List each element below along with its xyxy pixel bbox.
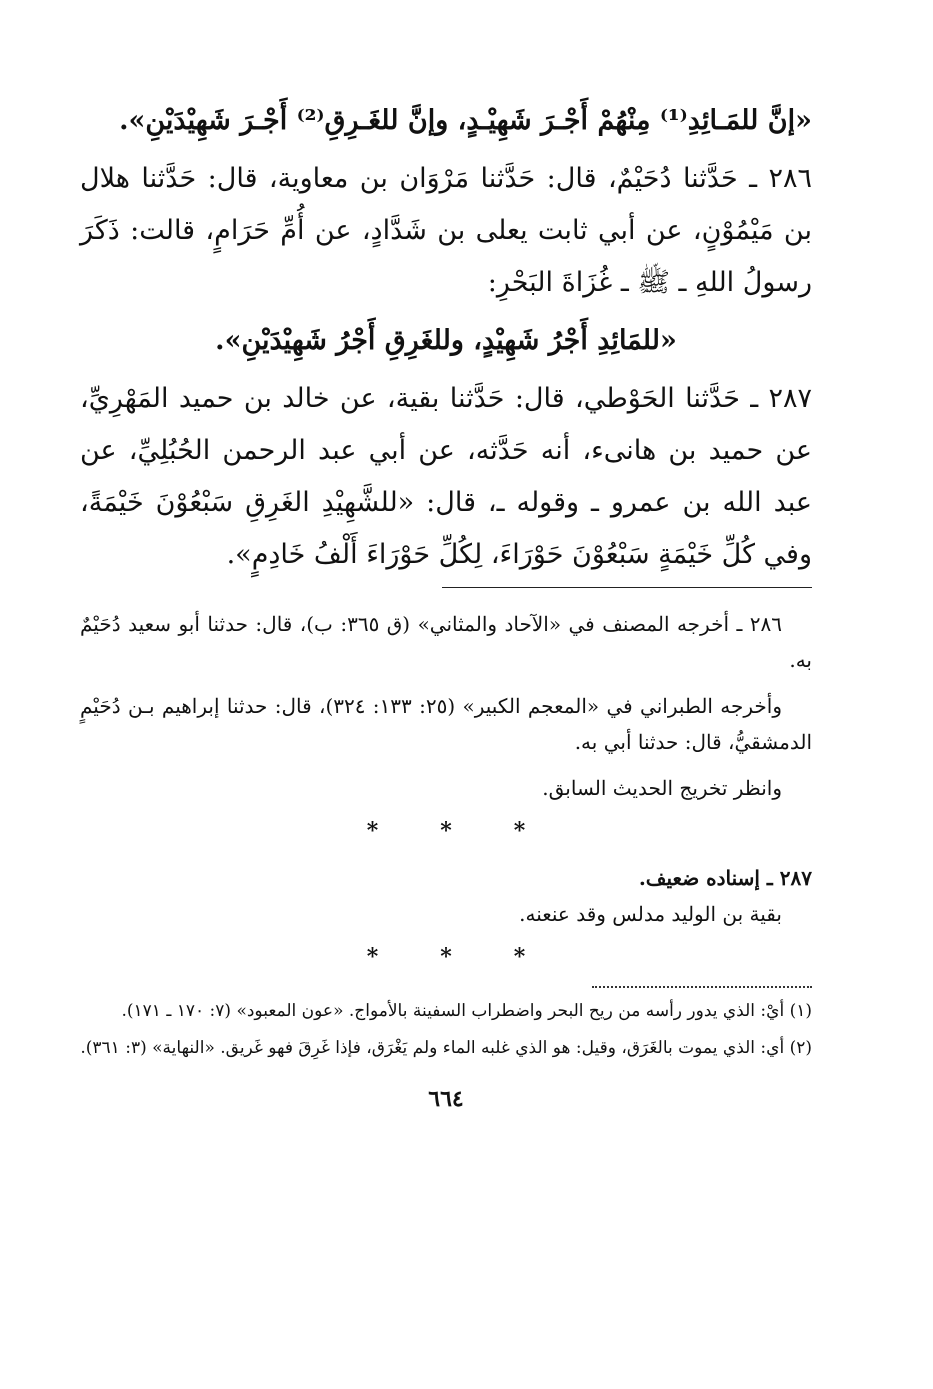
main-line: سَبْعُوْنَ خَيْمَةً، وفي كُلِّ خَيْمَةٍ سَبْعُوْنَ حَوْرَاءَ، لِكُلِّ حَوْرَاءَ أَلْفُ خَادِمٍ». [80,487,812,570]
page-number: ٦٦٤ [428,1086,464,1112]
main-line: حَدَّثنا هلال بن مَيْمُوْنٍ، عن أبي ثابت يعلى بن شَدَّادٍ، عن أُمِّ [80,163,812,246]
main-line: ٢٨٧ ـ حَدَّثنا الحَوْطي، قال: حَدَّثنا بقية، عن خالد بن حميد [178,383,812,414]
footnote-1: (١) أيْ: الذي يدور رأسه من ريح البحر واضطراب السفينة بالأمواج. «عون المعبود» (٧: ١٧٠ ـ ١٧١). [121,1001,812,1021]
note-287-body: بقية بن الوليد مدلس وقد عنعنه. [519,902,782,926]
footnote-2: (٢) أي: الذي يموت بالغَرَق، وقيل: هو الذي غلبه الماء ولم يَغْرَق، فإذا غَرِقَ فهو غَريق. «النهاية» (٣: ٣٦١). [80,1038,812,1058]
text-divider [442,587,812,588]
star-icon: * [513,818,526,844]
star-icon: * [366,944,379,970]
main-line: حَرَامٍ، قالت: ذَكَرَ رسولُ اللهِ ـ ﷺ ـ غُزَاةَ البَحْرِ: [80,215,812,298]
footnotes [80,996,812,1064]
main-line: «إنَّ للمَـائِدِ⁽¹⁾ مِنْهُمْ أَجْـرَ شَهِيْـدٍ، وإنَّ للغَـرِقِ⁽²⁾ أَجْـرَ [240,105,812,136]
note-line: أبو سعيد دُحَيْمٌ به. [80,612,812,672]
note-286-tabarani [80,688,812,760]
hadith-286-matn: «للمَائِدِ أَجْرُ شَهِيْدٍ، وللغَرِقِ أَجْرُ شَهِيْدَيْنِ». [215,325,677,356]
main-line: المَهْرِيِّ، عن حميد بن هانىء، أنه حَدَّثه، عن أبي عبد الرحمن [80,383,812,466]
star-icon: * [440,818,452,844]
hadith-286 [80,153,812,309]
note-286-see-previous: وانظر تخريج الحديث السابق. [542,776,782,800]
note-line: ٢٨٦ ـ أخرجه المصنف في «الآحاد والمثاني» (ق ٣٦٥: ب)، قال: حدثنا [207,612,783,636]
separator-stars [80,816,812,846]
note-287-heading: ٢٨٧ ـ إسناده ضعيف. [638,866,812,890]
footnote-divider [592,986,812,988]
commentary [80,606,812,972]
star-icon: * [513,944,526,970]
main-line: الحُبُلِيِّ، عن عبد الله بن عمرو ـ وقوله ـ، قال: «للشَّهِيْدِ الغَرِقِ [80,435,812,518]
star-icon: * [440,944,452,970]
separator-stars [80,942,812,972]
note-line: إبراهيم بـن دُحَيْمٍ الدمشقيُّ، قال: حدثنا أبي به. [80,694,812,754]
main-line: شَهِيْدَيْنِ». [119,105,231,136]
hadith-287 [80,373,812,581]
book-page [80,95,812,1112]
main-line: ٢٨٦ ـ حَدَّثنا دُحَيْمٌ، قال: حَدَّثنا مَرْوَان بن معاوية، قال: [207,163,812,194]
note-286 [80,606,812,678]
main-text [80,95,812,581]
star-icon: * [366,818,379,844]
note-line: وأخرجه الطبراني في «المعجم الكبير» (٢٥: ١٣٣: ٣٢٤)، قال: حدثنا [226,694,782,718]
hadith-continuation [80,95,812,147]
